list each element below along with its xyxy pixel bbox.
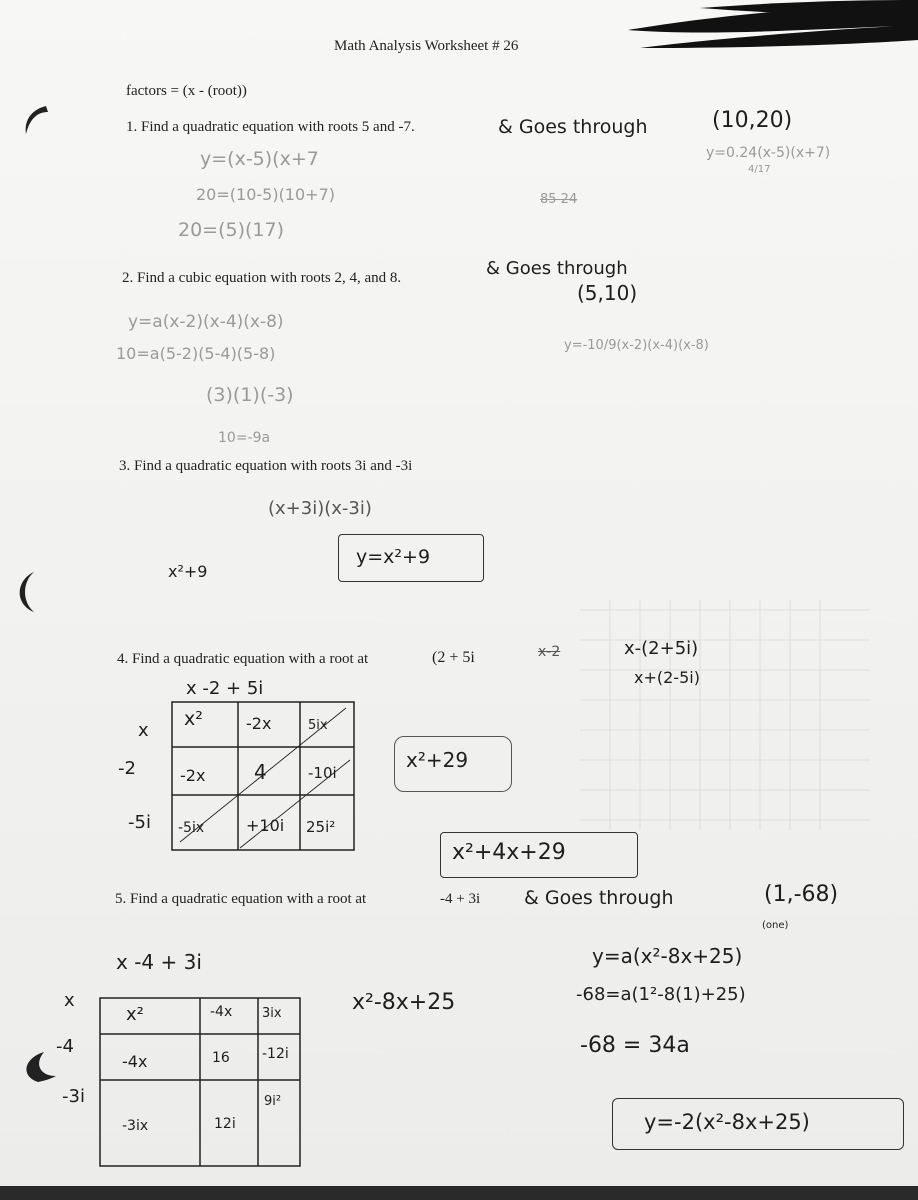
problem-4-answer: x²+4x+29: [452, 840, 566, 865]
problem-5-table-row-header: x: [64, 990, 75, 1011]
problem-1-point: (10,20): [712, 108, 793, 133]
problem-5-simplified: x²-8x+25: [352, 990, 456, 1015]
problem-3-work-line: (x+3i)(x-3i): [268, 498, 372, 519]
problem-1-answer: y=0.24(x-5)(x+7): [706, 145, 831, 161]
problem-1-condition: & Goes through: [498, 116, 648, 138]
problem-5-work-line: -68=a(1²-8(1)+25): [576, 984, 746, 1005]
problem-5-table-cell: -12i: [262, 1046, 289, 1062]
problem-1-work-line: y=(x-5)(x+7: [200, 148, 319, 170]
problem-5-table-cell: -4x: [210, 1004, 233, 1020]
worksheet-title: Math Analysis Worksheet # 26: [334, 38, 519, 54]
problem-4-table-row-header: -5i: [128, 812, 151, 833]
problem-4-table-col-header: x -2 + 5i: [186, 678, 264, 699]
problem-4-table-cell: -2x: [246, 714, 272, 733]
problem-1-crossed-work: 85 24: [540, 192, 578, 207]
problem-5-root: -4 + 3i: [440, 891, 481, 907]
problem-5-condition: & Goes through: [524, 887, 674, 909]
problem-5-table-cell: 9i²: [264, 1094, 282, 1109]
problem-5-answer: y=-2(x²-8x+25): [644, 1110, 810, 1134]
problem-4-table-cell: -2x: [180, 766, 206, 785]
problem-2-answer: y=-10/9(x-2)(x-4)(x-8): [564, 338, 709, 353]
problem-5-table-row-header: -3i: [62, 1086, 85, 1107]
problem-2-work-line: (3)(1)(-3): [206, 384, 294, 406]
problem-4-root: (2 + 5i: [432, 649, 475, 666]
problem-2-prompt: 2. Find a cubic equation with roots 2, 4, and 8.: [122, 270, 402, 286]
problem-1-prompt: 1. Find a quadratic equation with roots 5 and -7.: [126, 119, 415, 135]
problem-4-table-cell: 4: [254, 760, 267, 784]
problem-2-point: (5,10): [577, 281, 638, 305]
problem-5-table-cell: 3ix: [262, 1006, 282, 1021]
problem-4-simplified: x²+29: [406, 748, 469, 772]
problem-1-fraction-note: 4/17: [748, 164, 771, 175]
problem-1-work-line: 20=(5)(17): [178, 219, 285, 241]
problem-5-work-line: y=a(x²-8x+25): [592, 944, 743, 968]
problem-4-table-cell: 5ix: [308, 718, 328, 733]
problem-2-work-line: y=a(x-2)(x-4)(x-8): [128, 312, 284, 332]
problem-4-factor: x+(2-5i): [634, 668, 700, 687]
problem-4-table-row-header: -2: [118, 758, 136, 779]
problem-5-table-cell: -3ix: [122, 1118, 149, 1134]
problem-1-work-line: 20=(10-5)(10+7): [196, 185, 335, 204]
problem-4-table-cell: +10i: [246, 816, 285, 835]
problem-5-table-cell: x²: [126, 1004, 144, 1025]
problem-2-work-line: 10=-9a: [218, 430, 271, 446]
problem-5-table-cell: 12i: [214, 1116, 236, 1132]
problem-4-table-cell: -10i: [308, 764, 337, 782]
problem-5-table-col-header: x -4 + 3i: [116, 950, 202, 974]
problem-4-table-cell: -5ix: [178, 820, 205, 836]
problem-5-point-note: (one): [762, 920, 789, 931]
problem-4-prompt: 4. Find a quadratic equation with a root at: [117, 651, 369, 667]
problem-2-condition: & Goes through: [486, 258, 628, 279]
problem-5-prompt: 5. Find a quadratic equation with a root at: [115, 891, 367, 907]
problem-4-table-cell: 25i²: [306, 818, 336, 836]
problem-5-table-cell: 16: [212, 1050, 230, 1066]
problem-5-work-line: -68 = 34a: [580, 1033, 690, 1058]
problem-2-work-line: 10=a(5-2)(5-4)(5-8): [116, 344, 276, 363]
problem-5-table-cell: -4x: [122, 1052, 148, 1071]
problem-4-table-cell: x²: [184, 708, 203, 730]
problem-5-point: (1,-68): [764, 882, 839, 907]
problem-4-table-row-header: x: [138, 720, 149, 741]
problem-3-work-line: x²+9: [168, 562, 208, 581]
factors-note: factors = (x - (root)): [126, 83, 247, 99]
problem-4-factor: x-(2+5i): [624, 638, 699, 659]
problem-4-crossed-work: x-2: [538, 644, 561, 660]
problem-3-prompt: 3. Find a quadratic equation with roots 3i and -3i: [119, 458, 413, 474]
problem-5-table-row-header: -4: [56, 1036, 74, 1057]
problem-3-answer: y=x²+9: [356, 546, 431, 568]
